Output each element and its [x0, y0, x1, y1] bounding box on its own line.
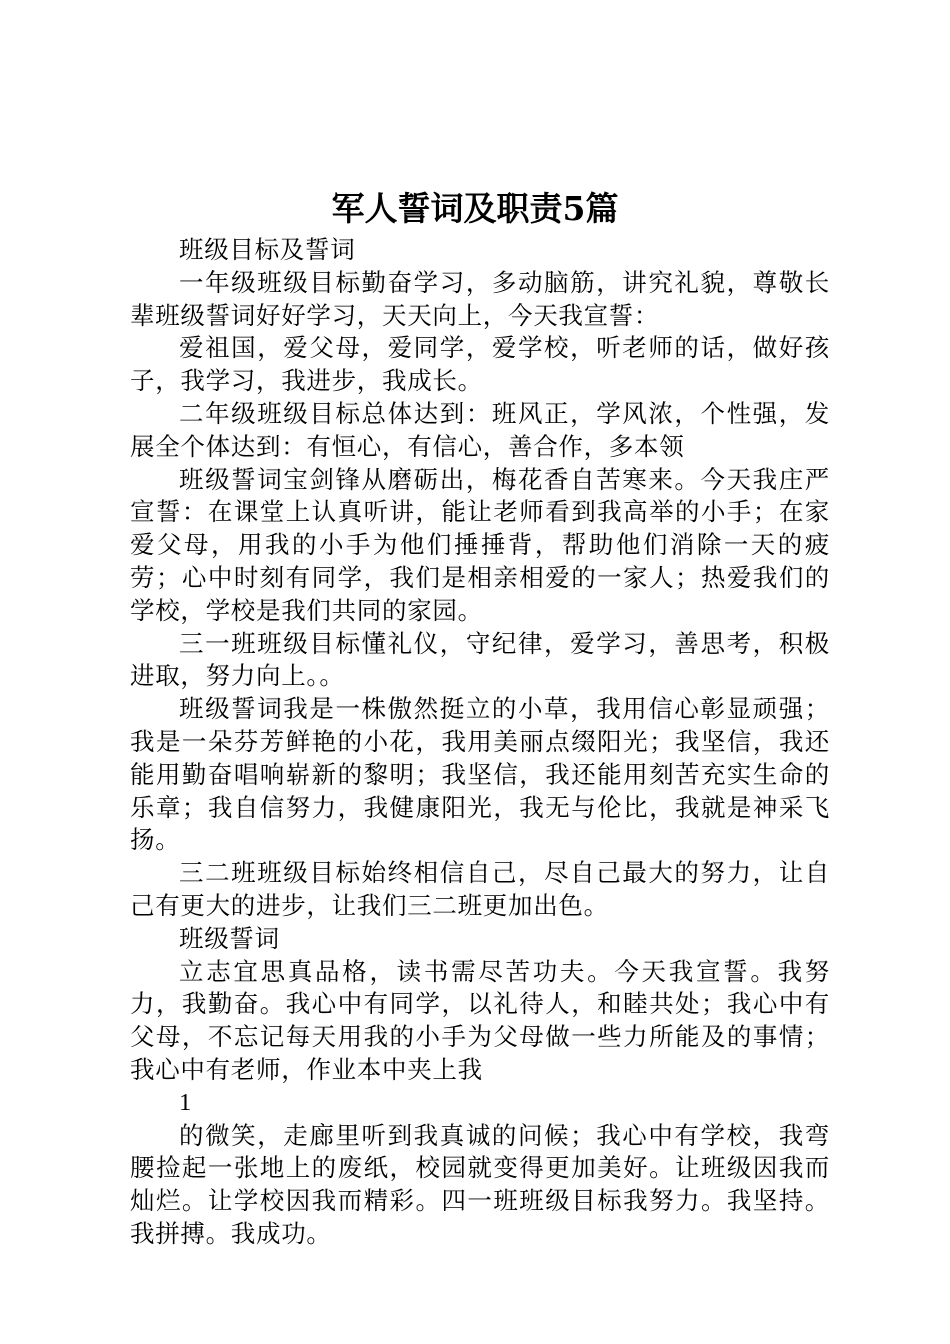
paragraph-class-4-1-goal: 的微笑，走廊里听到我真诚的问候；我心中有学校，我弯腰捡起一张地上的废纸，校园就变得更加美好。让班级因我而灿烂。让学校因我而精彩。四一班班级目标我努力。我坚持。我拼搏。我成功。 — [130, 1120, 830, 1248]
paragraph-class-oath: 立志宜思真品格，读书需尽苦功夫。今天我宣誓。我努力，我勤奋。我心中有同学，以礼待人，和睦共处；我心中有父母，不忘记每天用我的小手为父母做一些力所能及的事情；我心中有老师，作业本中夹上我 — [130, 956, 830, 1084]
paragraph-class-oath-heading: 班级誓词 — [179, 923, 280, 953]
page-number: 1 — [179, 1088, 192, 1116]
paragraph-class-3-1-goal: 三一班班级目标懂礼仪，守纪律，爱学习，善思考，积极进取，努力向上。。 — [130, 628, 830, 691]
paragraph-grade-two-oath: 班级誓词宝剑锋从磨砺出，梅花香自苦寒来。今天我庄严宣誓：在课堂上认真听讲，能让老师看到我高举的小手；在家爱父母，用我的小手为他们捶捶背，帮助他们消除一天的疲劳；心中时刻有同学，我们是相亲相爱的一家人；热爱我们的学校，学校是我们共同的家园。 — [130, 464, 830, 625]
paragraph-grade-one-oath: 爱祖国，爱父母，爱同学，爱学校，听老师的话，做好孩子，我学习，我进步，我成长。 — [130, 333, 830, 396]
paragraph-class-3-1-oath: 班级誓词我是一株傲然挺立的小草，我用信心彰显顽强；我是一朵芬芳鲜艳的小花，我用美丽点缀阳光；我坚信，我还能用勤奋唱响崭新的黎明；我坚信，我还能用刻苦充实生命的乐章；我自信努力，我健康阳光，我无与伦比，我就是神采飞扬。 — [130, 694, 830, 855]
paragraph-grade-two-goal: 二年级班级目标总体达到：班风正，学风浓，个性强，发展全个体达到：有恒心，有信心，善合作，多本领 — [130, 398, 830, 461]
paragraph-class-3-2-goal: 三二班班级目标始终相信自己，尽自己最大的努力，让自己有更大的进步，让我们三二班更加出色。 — [130, 858, 830, 920]
document-title: 军人誓词及职责5篇 — [331, 189, 619, 228]
document-body — [130, 234, 830, 1251]
paragraph-grade-one-goal: 一年级班级目标勤奋学习，多动脑筋，讲究礼貌，尊敬长辈班级誓词好好学习，天天向上，今天我宣誓： — [130, 267, 830, 330]
paragraph-class-goals-heading: 班级目标及誓词 — [179, 235, 356, 264]
